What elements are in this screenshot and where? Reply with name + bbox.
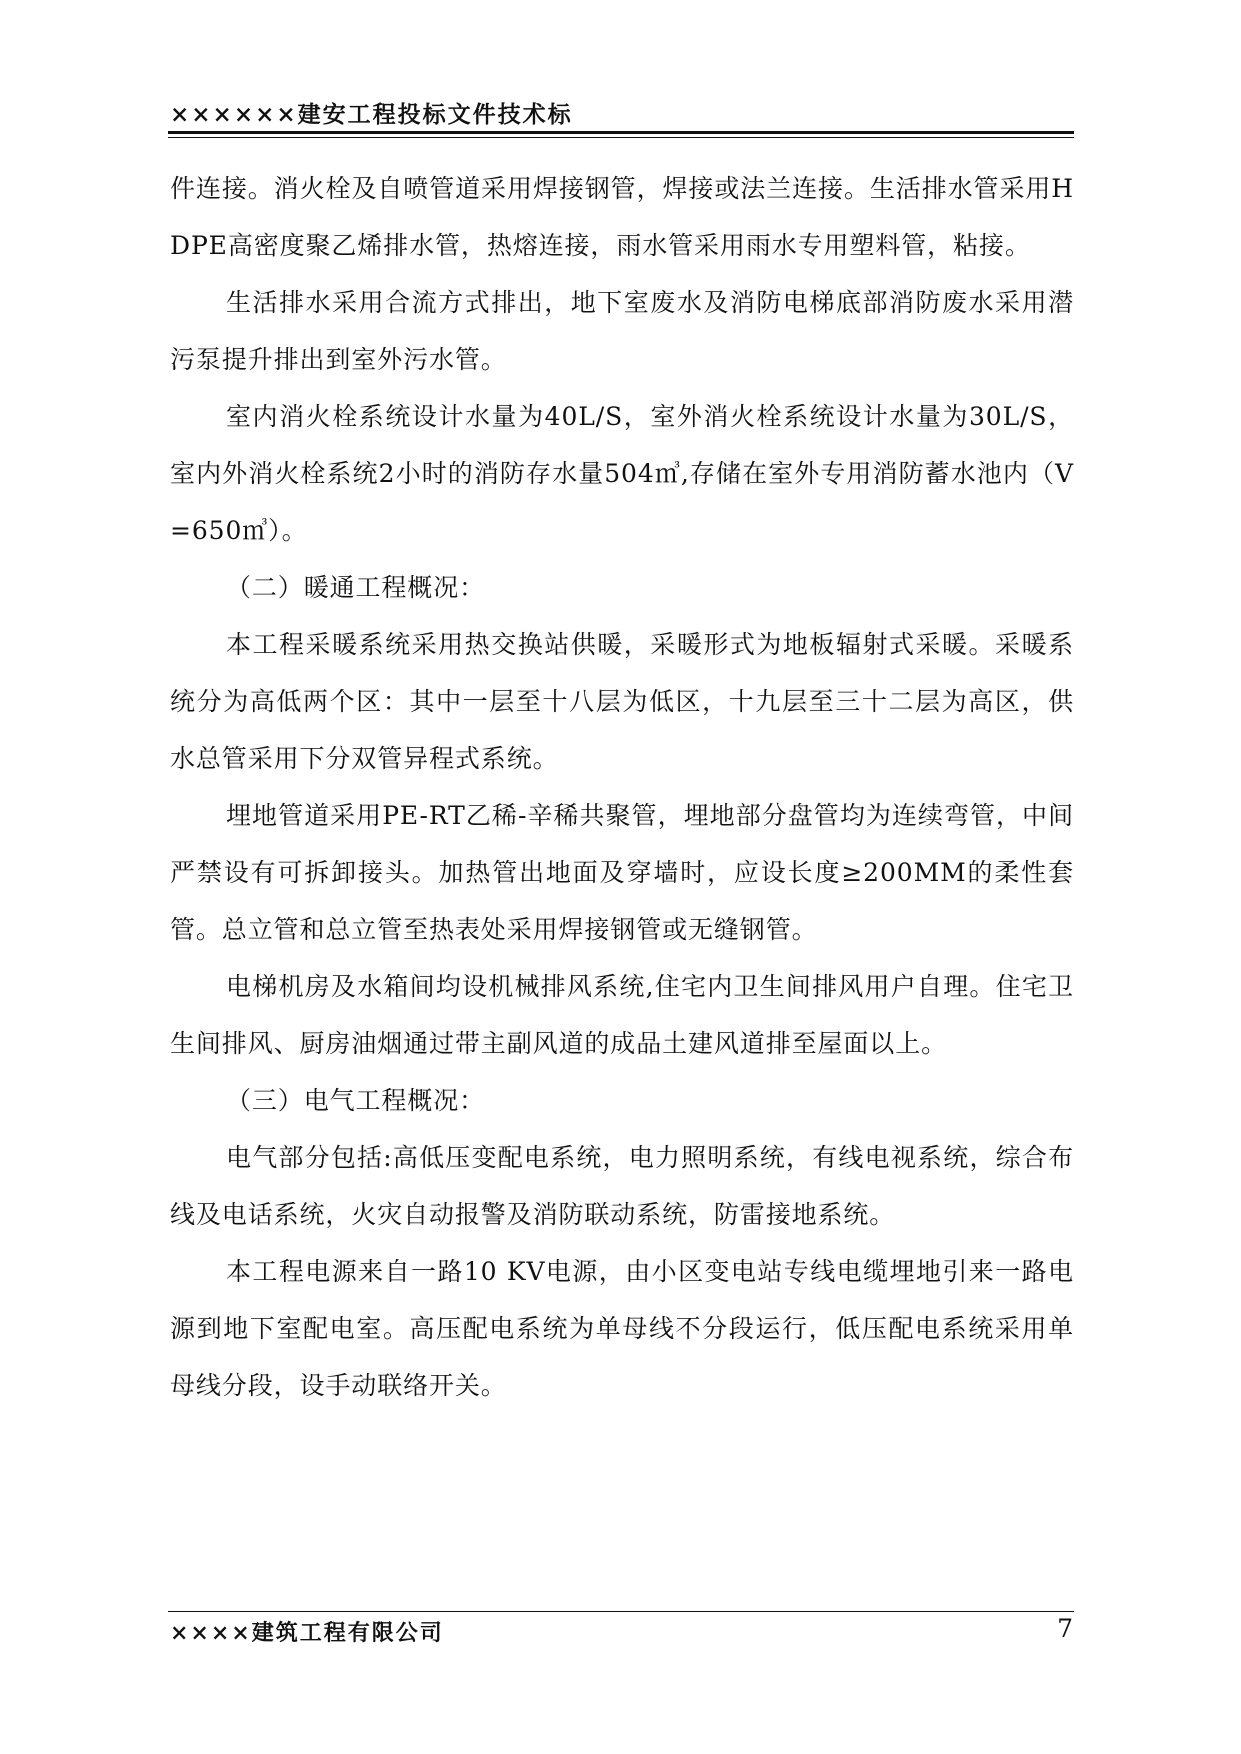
paragraph-fire-hydrant: 室内消火栓系统设计水量为40L/S，室外消火栓系统设计水量为30L/S，室内外消火栓系统2小时的消防存水量504㎥,存储在室外专用消防蓄水池内（V=650㎥）。 (170, 402, 1074, 545)
header-title: ××××××建安工程投标文件技术标 (170, 101, 573, 128)
paragraph-ventilation: 电梯机房及水箱间均设机械排风系统,住宅内卫生间排风用户自理。住宅卫生间排风、厨房油烟通过带主副风道的成品土建风道排至屋面以上。 (170, 972, 1074, 1058)
section-heading-hvac: （二）暖通工程概况： (226, 573, 486, 602)
header-rule-thick (168, 131, 1074, 134)
paragraph-power-supply: 本工程电源来自一路10 KV电源，由小区变电站专线电缆埋地引来一路电源到地下室配电室。高压配电系统为单母线不分段运行，低压配电系统采用单母线分段，设手动联络开关。 (170, 1257, 1074, 1400)
paragraph-continued: 件连接。消火栓及自喷管道采用焊接钢管，焊接或法兰连接。生活排水管采用HDPE高密度聚乙烯排水管，热熔连接，雨水管采用雨水专用塑料管，粘接。 (170, 174, 1074, 260)
paragraph-buried-pipes: 埋地管道采用PE-RT乙稀-辛稀共聚管，埋地部分盘管均为连续弯管，中间严禁设有可拆卸接头。加热管出地面及穿墙时，应设长度≥200MM的柔性套管。总立管和总立管至热表处采用焊接钢管或无缝钢管。 (170, 801, 1074, 944)
paragraph-electrical-scope: 电气部分包括:高低压变配电系统，电力照明系统，有线电视系统，综合布线及电话系统，火灾自动报警及消防联动系统，防雷接地系统。 (170, 1143, 1074, 1229)
paragraph-drainage: 生活排水采用合流方式排出，地下室废水及消防电梯底部消防废水采用潜污泵提升排出到室外污水管。 (170, 288, 1074, 374)
page-number: 7 (1057, 1614, 1073, 1643)
body-text (170, 160, 1074, 1414)
paragraph-heating-system: 本工程采暖系统采用热交换站供暖，采暖形式为地板辐射式采暖。采暖系统分为高低两个区：其中一层至十八层为低区，十九层至三十二层为高区，供水总管采用下分双管异程式系统。 (170, 630, 1074, 773)
header-rule-thin (168, 137, 1074, 138)
section-heading-electrical: （三）电气工程概况： (226, 1086, 486, 1115)
footer-company: ××××建筑工程有限公司 (170, 1620, 444, 1646)
footer-rule (168, 1611, 1074, 1612)
